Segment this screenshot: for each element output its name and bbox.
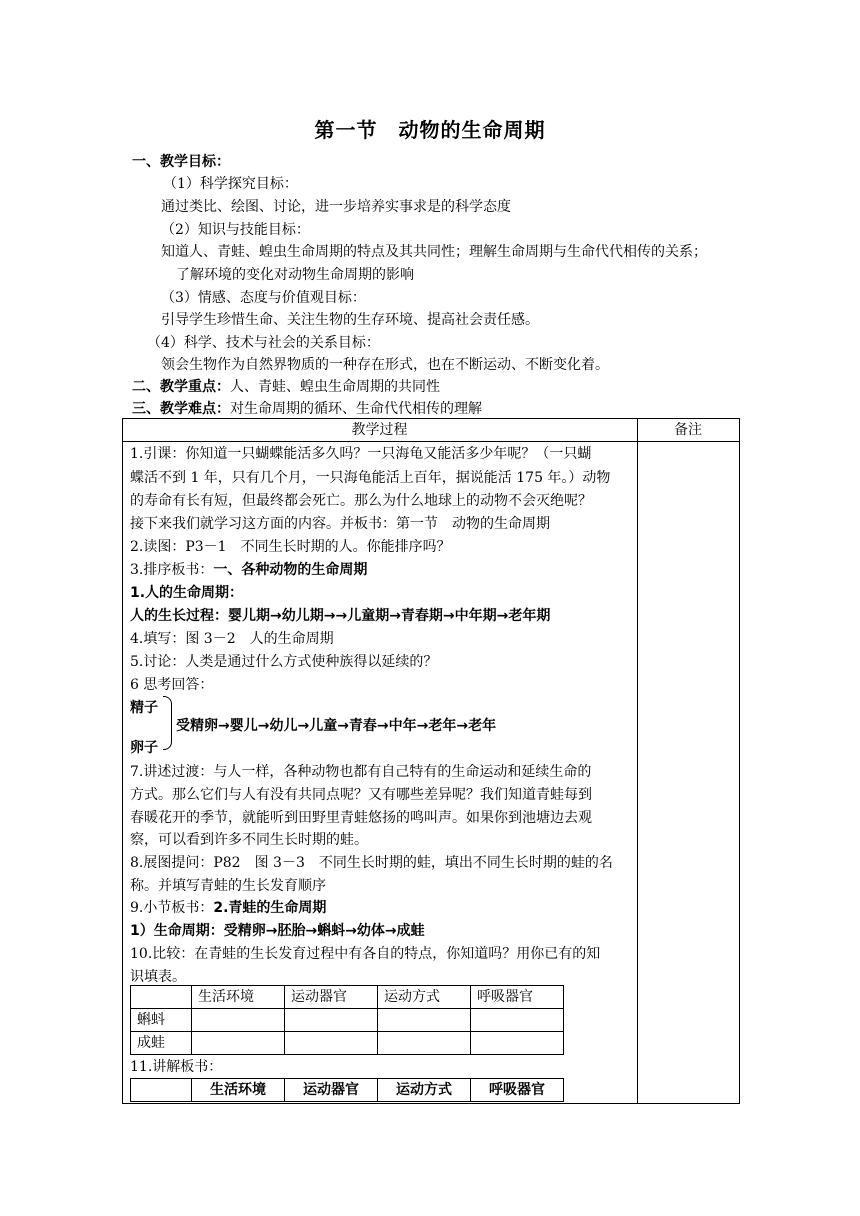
table-cell bbox=[285, 1032, 378, 1055]
table-row-label: 成蛙 bbox=[131, 1032, 192, 1055]
process-line bbox=[130, 897, 326, 919]
objective-line: （4）科学、技术与社会的关系目标： bbox=[147, 335, 380, 351]
table-header-cell: 运动器官 bbox=[285, 1079, 378, 1102]
table-cell bbox=[378, 1032, 471, 1055]
table-row-label: 蝌蚪 bbox=[131, 1009, 192, 1032]
process-line-bold: 2.青蛙的生命周期 bbox=[213, 900, 327, 916]
objective-line: 通过类比、绘图、讨论，进一步培养实事求是的科学态度 bbox=[161, 199, 511, 215]
difficulty-text: 对生命周期的循环、生命代代相传的理解 bbox=[230, 401, 482, 417]
process-line: 察，可以看到许多不同生长时期的蛙。 bbox=[130, 832, 368, 848]
table-header-cell: 呼吸器官 bbox=[471, 1079, 564, 1102]
compare-table bbox=[130, 985, 564, 1055]
process-line bbox=[130, 559, 367, 581]
process-line: 春暖花开的季节，就能听到田野里青蛙悠扬的鸣叫声。如果你到池塘边去观 bbox=[130, 810, 592, 826]
header-divider bbox=[122, 441, 739, 442]
key-point-text: 人、青蛙、蝗虫生命周期的共同性 bbox=[230, 379, 440, 395]
process-line: 8.展图提问：P82 图 3－3 不同生长时期的蛙，填出不同生长时期的蛙的名 bbox=[130, 855, 613, 871]
difficulty bbox=[132, 399, 482, 419]
process-line: 2.读图：P3－1 不同生长时期的人。你能排序吗？ bbox=[130, 539, 451, 555]
process-line: 1.人的生命周期： bbox=[130, 585, 244, 601]
objective-line: （2）知识与技能目标： bbox=[161, 222, 310, 238]
process-line: 10.比较：在青蛙的生长发育过程中有各自的特点，你知道吗？用你已有的知 bbox=[130, 946, 601, 962]
column-divider bbox=[637, 418, 638, 1103]
table-header-cell: 呼吸器官 bbox=[471, 986, 564, 1009]
process-line: 称。并填写青蛙的生长发育顺序 bbox=[130, 878, 326, 894]
process-line: 识填表。 bbox=[130, 969, 186, 985]
process-line: 人的生长过程：婴儿期→幼儿期→→儿童期→青春期→中年期→老年期 bbox=[130, 608, 551, 624]
process-line: 方式。那么它们与人有没有共同点呢？又有哪些差异呢？我们知道青蛙每到 bbox=[130, 787, 592, 803]
table-header-cell: 运动方式 bbox=[378, 1079, 471, 1102]
key-point bbox=[132, 377, 440, 397]
table-cell bbox=[131, 1079, 192, 1102]
egg-label: 卵子 bbox=[130, 740, 158, 756]
process-line: 接下来我们就学习这方面的内容。并板书：第一节 动物的生命周期 bbox=[130, 516, 550, 532]
objective-line: 了解环境的变化对动物生命周期的影响 bbox=[176, 267, 414, 283]
objective-line: 知道人、青蛙、蝗虫生命周期的特点及其共同性；理解生命周期与生命代代相传的关系； bbox=[161, 244, 707, 260]
page-title: 第一节 动物的生命周期 bbox=[314, 118, 546, 142]
table-row bbox=[131, 1032, 564, 1055]
table-cell bbox=[192, 1032, 285, 1055]
process-line-bold: 一、各种动物的生命周期 bbox=[213, 562, 368, 578]
objective-line: （3）情感、态度与价值观目标： bbox=[161, 290, 366, 306]
objective-line: 引导学生珍惜生命、关注生物的生存环境、提高社会责任感。 bbox=[161, 312, 539, 328]
table-header-cell: 生活环境 bbox=[192, 1079, 285, 1102]
process-header: 教学过程 bbox=[351, 422, 408, 438]
table-cell bbox=[471, 1009, 564, 1032]
table-cell bbox=[131, 986, 192, 1009]
board-table bbox=[130, 1078, 564, 1102]
process-line: 4.填写：图 3－2 人的生命周期 bbox=[130, 631, 334, 647]
table-cell bbox=[285, 1009, 378, 1032]
key-point-label: 二、教学重点： bbox=[132, 379, 230, 395]
table-cell bbox=[192, 1009, 285, 1032]
process-line: 6 思考回答： bbox=[130, 677, 214, 693]
process-line: 蝶活不到 1 年，只有几个月，一只海龟能活上百年，据说能活 175 年。）动物 bbox=[130, 470, 611, 486]
process-line: 1）生命周期：受精卵→胚胎→蝌蚪→幼体→成蛙 bbox=[130, 923, 425, 939]
objective-line: 领会生物作为自然界物质的一种存在形式，也在不断运动、不断变化着。 bbox=[161, 357, 609, 373]
table-header-cell: 运动方式 bbox=[378, 986, 471, 1009]
sperm-label: 精子 bbox=[130, 700, 158, 716]
process-line-prefix: 3.排序板书： bbox=[130, 562, 214, 578]
process-line: 11.讲解板书： bbox=[130, 1059, 223, 1075]
process-line: 7.讲述过渡：与人一样，各种动物也都有自己特有的生命运动和延续生命的 bbox=[130, 764, 592, 780]
table-header-cell: 运动器官 bbox=[285, 986, 378, 1009]
process-line: 5.讨论：人类是通过什么方式使种族得以延续的？ bbox=[130, 654, 438, 670]
table-row bbox=[131, 986, 564, 1009]
objectives-heading: 一、教学目标： bbox=[132, 154, 230, 170]
table-header-cell: 生活环境 bbox=[192, 986, 285, 1009]
process-line: 的寿命有长有短，但最终都会死亡。那么为什么地球上的动物不会灭绝呢？ bbox=[130, 493, 592, 509]
table-cell bbox=[471, 1032, 564, 1055]
difficulty-label: 三、教学难点： bbox=[132, 401, 230, 417]
process-line-prefix: 9.小节板书： bbox=[130, 900, 214, 916]
process-line: 1.引课：你知道一只蝴蝶能活多久吗？一只海龟又能活多少年呢？（一只蝴 bbox=[130, 446, 592, 462]
table-cell bbox=[378, 1009, 471, 1032]
brace-connector bbox=[163, 696, 172, 750]
table-row bbox=[131, 1009, 564, 1032]
objective-line: （1）科学探究目标： bbox=[163, 176, 298, 192]
table-row bbox=[131, 1079, 564, 1102]
life-chain: 受精卵→婴儿→幼儿→儿童→青春→中年→老年→老年 bbox=[176, 718, 497, 734]
notes-header: 备注 bbox=[674, 422, 702, 438]
